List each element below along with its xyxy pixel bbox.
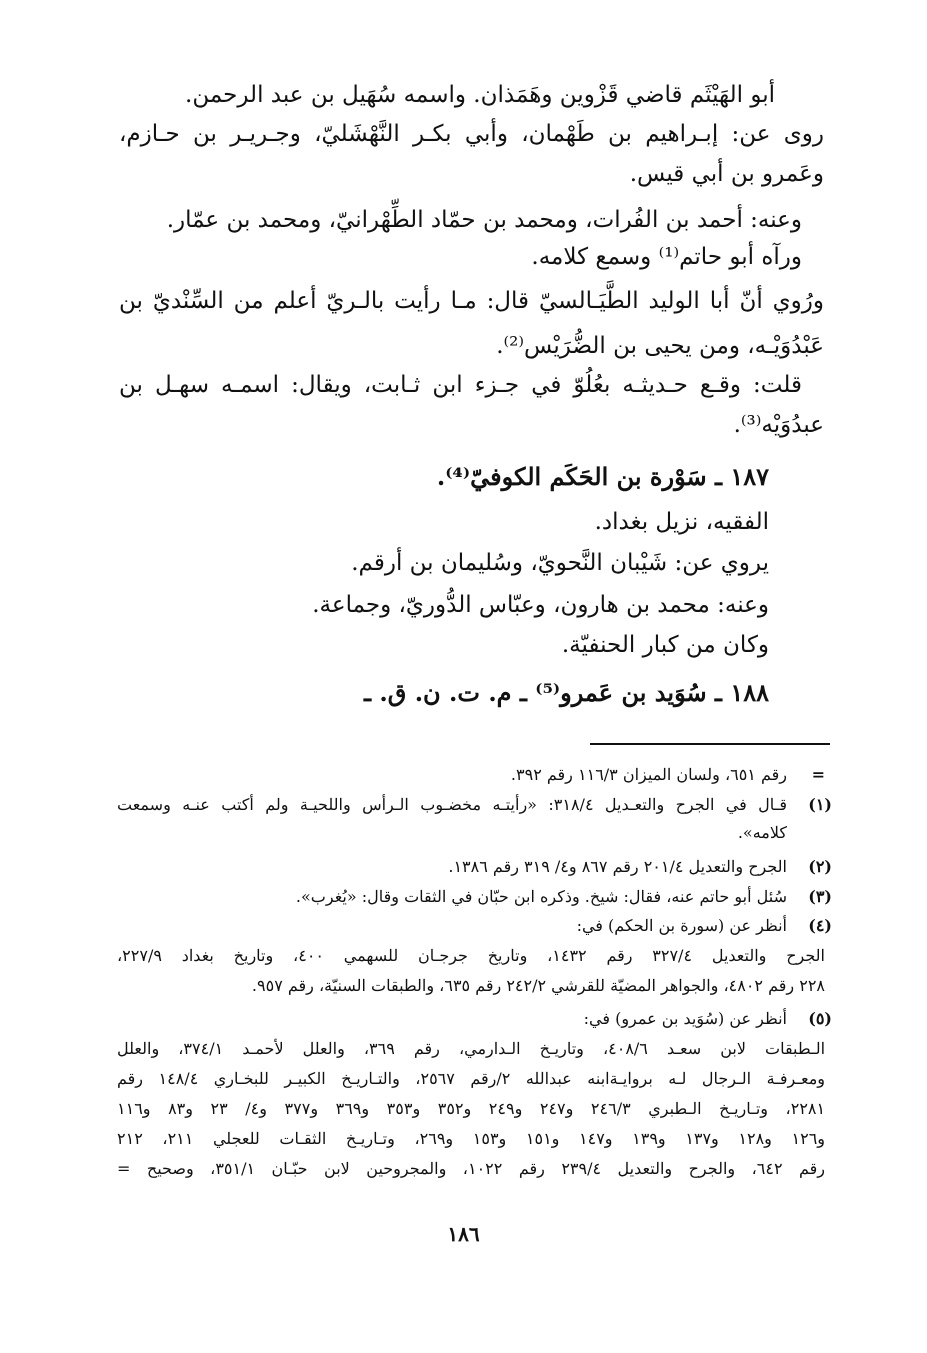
footnote-marker: (٣) xyxy=(808,887,832,906)
footnote-line: أنظر عن (سورة بن الحكم) في: xyxy=(576,916,787,935)
footnote-marker: (١) xyxy=(808,795,832,814)
footnote-line: ٢٢٨١، وتـاريـخ الـطبري ٢٤٦/٣ و٢٤٧ و٢٤٩ و٣٥٢ و٣٥٣ و٣٦٩ و٣٧٧ و٤/ ٢٣ و٨٣ و١١٦ xyxy=(117,1099,826,1118)
text-line: وكان من كبار الحنفيّة. xyxy=(561,632,769,658)
text-line: عَبْدُوَيْـه، ومن يحيى بن الضُّرَيْس⁽²⁾. xyxy=(496,333,824,359)
footnote-marker: (٢) xyxy=(808,857,832,876)
footnote-marker: (٥) xyxy=(808,1009,832,1028)
entry-heading: ١٨٧ ـ سَوْرة بن الحَكَم الكوفيّ⁽⁴⁾. xyxy=(436,462,769,491)
footnote-line: الجرح والتعديل ٣٢٧/٤ رقم ١٤٣٢، وتاريخ جرجـان للسهمي ٤٠٠، وتاريخ بغداد ٢٢٧/٩، xyxy=(117,946,825,965)
footnote-line: ومعـرفـة الـرجال لـه بروايـةابنه عبدالله ٢/رقم ٢٥٦٧، والتـاريـخ الكبيـر للبخـاري ١٤٨/٤ رقم xyxy=(117,1069,826,1088)
footnote-marker: (٤) xyxy=(808,916,832,935)
footnote-line: و١٢٦ و١٢٨ و١٣٧ و١٣٩ و١٤٧ و١٥١ و١٥٣ و٢٦٩، وتـاريـخ الثقـات للعجلي ٢١١، ٢١٢ xyxy=(117,1129,826,1148)
footnote-line: الـطبقات لابن سعـد ٤٠٨/٦، وتاريـخ الـدارمي، رقم ٣٦٩، والعلل لأحمـد ٣٧٤/١، والعلل xyxy=(117,1039,826,1058)
text-line: أبو الهَيْثَم قاضي قَزْوين وهَمَذان. واسمه سُهَيل بن عبد الرحمن. xyxy=(185,82,775,108)
entry-heading: ١٨٨ ـ سُوَيد بن عَمرو⁽⁵⁾ ـ م. ت. ن. ق. ـ xyxy=(363,678,769,707)
text-line: عبدُوَيْه⁽³⁾. xyxy=(733,412,824,438)
text-line: ورآه أبو حاتم⁽¹⁾ وسمع كلامه. xyxy=(531,244,802,270)
footnote-marker: = xyxy=(811,765,825,784)
footnote-line: رقم ٦٥١، ولسان الميزان ١١٦/٣ رقم ٣٩٢. xyxy=(510,765,787,784)
text-line: ورُوي أنّ أبا الوليد الطَّيَـالسيّ قال: مـا رأيت بالـريّ أعلم من السِّنْديّ بن xyxy=(119,288,824,314)
footnote-line: رقم ٦٤٢، والجرح والتعديل ٢٣٩/٤ رقم ١٠٢٢، والمجروحين لابن حبّـان ٣٥١/١، وصحيح = xyxy=(117,1159,826,1178)
text-line: يروي عن: شَيْبان النَّحويّ، وسُليمان بن أرقم. xyxy=(351,550,769,576)
footnote-line: كلامه». xyxy=(737,823,787,842)
text-line: وعَمرو بن أبي قيس. xyxy=(629,161,824,187)
footnote-line: أنظر عن (سُوَيد بن عمرو) في: xyxy=(583,1009,787,1028)
footnote-line: قـال في الجرح والتعـديل ٣١٨/٤: «رأيتـه مخضـوب الـرأس واللحيـة ولم أكتب عنـه وسمعت xyxy=(117,795,787,814)
text-line: روى عن: إبـراهيم بن طَهْمان، وأبي بكـر النَّهْشَليّ، وجـريـر بن حـازم، xyxy=(119,121,824,147)
text-line: وعنه: أحمد بن الفُرات، ومحمد بن حمّاد الطِّهْرانيّ، ومحمد بن عمّار. xyxy=(166,207,802,233)
text-line: وعنه: محمد بن هارون، وعبّاس الدُّوريّ، وجماعة. xyxy=(312,592,769,618)
text-line: الفقيه، نزيل بغداد. xyxy=(594,509,769,535)
page-number: ١٨٦ xyxy=(447,1222,480,1246)
footnote-line: ٢٢٨ رقم ٤٨٠٢، والجواهر المضيّة للقرشي ٢٤٢/٢ رقم ٦٣٥، والطبقات السنيّة، رقم ٩٥٧. xyxy=(251,976,825,995)
footnote-separator xyxy=(590,743,830,745)
footnote-line: سُئل أبو حاتم عنه، فقال: شيخ. وذكره ابن حبّان في الثقات وقال: «يُغرب». xyxy=(295,887,787,906)
footnote-line: الجرح والتعديل ٢٠١/٤ رقم ٨٦٧ و٤/ ٣١٩ رقم ١٣٨٦. xyxy=(448,857,787,876)
text-line: قلت: وقـع حـديثـه بعُلُوّ في جـزء ابن ثـابت، ويقال: اسمـه سهـل بن xyxy=(119,372,802,398)
